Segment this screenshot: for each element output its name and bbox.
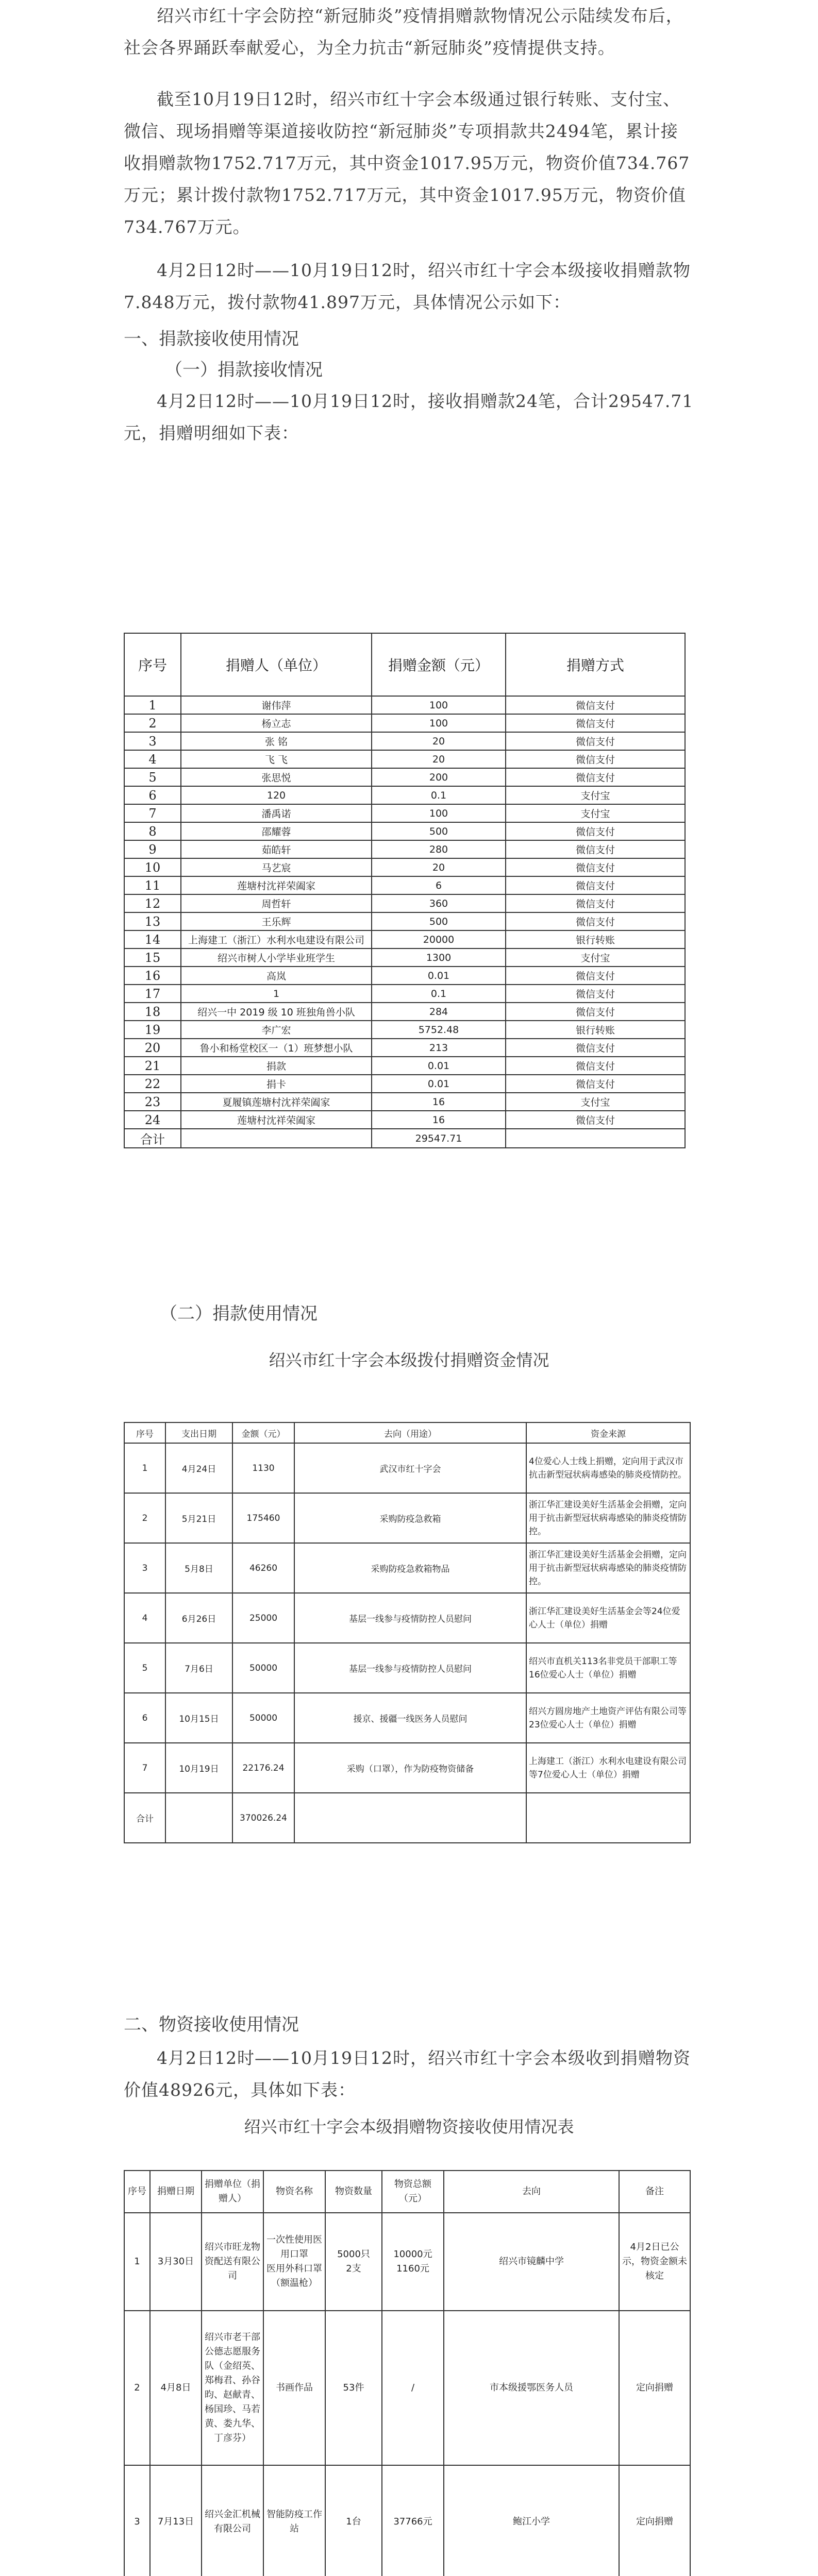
table-cell: 微信支付 (506, 876, 685, 894)
table-cell: 5月21日 (165, 1493, 232, 1543)
table-cell: 王乐辉 (181, 912, 372, 930)
table-cell: 284 (372, 1003, 506, 1021)
table-cell: 0.01 (372, 1057, 506, 1075)
table-row (124, 1543, 690, 1593)
intro-paragraph-1: 绍兴市红十字会防控“新冠肺炎”疫情捐赠款物情况公示陆续发布后，社会各界踊跃奉献爱心，为全力抗击“新冠肺炎”疫情提供支持。 (124, 6, 683, 58)
table-cell: 16 (372, 1111, 506, 1129)
table-row (124, 876, 685, 894)
table-row (124, 1643, 690, 1693)
table-cell: 53件 (325, 2311, 382, 2465)
table-cell: 采购防疫急救箱 (294, 1493, 526, 1543)
table-cell: 微信支付 (506, 858, 685, 876)
table-cell: 5月8日 (165, 1543, 232, 1593)
table-cell: 鲍江小学 (444, 2465, 619, 2576)
table-cell: 1130 (232, 1443, 294, 1493)
table-header: 去向（用途） (294, 1422, 526, 1443)
table-row (124, 786, 685, 804)
table-cell: 50000 (232, 1693, 294, 1743)
table-header: 物资数量 (325, 2171, 382, 2213)
table-header: 捐赠金额（元） (372, 633, 506, 696)
table-cell: 1300 (372, 948, 506, 967)
table-row (124, 768, 685, 786)
table-cell: 微信支付 (506, 967, 685, 985)
table-cell: 绍兴方圆房地产土地资产评估有限公司等23位爱心人士（单位）捐赠 (526, 1693, 690, 1743)
table-cell: 175460 (232, 1493, 294, 1543)
table-row (124, 1003, 685, 1021)
table-cell: 37766元 (382, 2465, 444, 2576)
table-cell: 280 (372, 840, 506, 858)
table-cell: 4 (124, 750, 181, 768)
table-header: 支出日期 (165, 1422, 232, 1443)
table-cell: 20 (372, 732, 506, 750)
table-cell: 8 (124, 822, 181, 840)
table-cell: 3 (124, 732, 181, 750)
table-cell: 微信支付 (506, 912, 685, 930)
fund-usage-table (124, 1422, 691, 1843)
table-cell: 500 (372, 912, 506, 930)
table-cell: 微信支付 (506, 1111, 685, 1129)
table-cell: 2 (124, 714, 181, 732)
table-cell: 5 (124, 1643, 165, 1693)
table-row (124, 912, 685, 930)
table-cell: 浙江华汇建设美好生活基金会捐赠，定向用于抗击新型冠状病毒感染的肺炎疫情防控。 (526, 1493, 690, 1543)
total-value: 29547.71 (372, 1129, 506, 1148)
table-cell: 莲塘村沈祥荣阖家 (181, 876, 372, 894)
table-row (124, 1093, 685, 1111)
table-header: 资金来源 (526, 1422, 690, 1443)
table-cell: 6 (124, 1693, 165, 1743)
table-cell: 0.01 (372, 967, 506, 985)
donation-receipt-table (124, 633, 686, 1148)
table-cell: 6月26日 (165, 1593, 232, 1643)
table-row (124, 732, 685, 750)
table-cell: 马艺宸 (181, 858, 372, 876)
table-header: 捐赠人（单位） (181, 633, 372, 696)
table-cell: 微信支付 (506, 768, 685, 786)
table-cell: 7 (124, 1743, 165, 1793)
table-cell: 0.01 (372, 1075, 506, 1093)
table-cell: 200 (372, 768, 506, 786)
section-1-title: 一、捐款接收使用情况 (124, 329, 299, 349)
table-header: 捐赠日期 (150, 2171, 202, 2213)
table-cell: 微信支付 (506, 840, 685, 858)
table-cell: 一次性使用医用口罩 医用外科口罩（额温枪） (263, 2213, 325, 2311)
section-1-text: 4月2日12时——10月19日12时，接收捐赠款24笔，合计29547.71元，捐赠明细如下表： (124, 391, 694, 443)
table-cell: 智能防疫工作站 (263, 2465, 325, 2576)
table-row (124, 840, 685, 858)
table-cell: 25000 (232, 1593, 294, 1643)
table-cell: 20 (372, 858, 506, 876)
table-cell: 绍兴市镜麟中学 (444, 2213, 619, 2311)
section-2-block (124, 2009, 694, 2142)
table-header: 备注 (619, 2171, 690, 2213)
table-cell: 李广宏 (181, 1021, 372, 1039)
table-cell: 绍兴市直机关113名非党员干部职工等16位爱心人士（单位）捐赠 (526, 1643, 690, 1693)
table-cell: 4月24日 (165, 1443, 232, 1493)
table-cell: 潘禹诺 (181, 804, 372, 822)
table-cell: 绍兴市树人小学毕业班学生 (181, 948, 372, 967)
table-row (124, 822, 685, 840)
table-cell: 基层一线参与疫情防控人员慰问 (294, 1593, 526, 1643)
table-header: 序号 (124, 633, 181, 696)
table-row (124, 1593, 690, 1643)
table-cell: 10000元 1160元 (382, 2213, 444, 2311)
table-row (124, 2465, 690, 2576)
section-1b-subtitle: （二）捐款使用情况 (160, 1303, 318, 1324)
table-cell: 支付宝 (506, 948, 685, 967)
table-row (124, 930, 685, 948)
table-cell: 张思悦 (181, 768, 372, 786)
table-cell: 支付宝 (506, 1093, 685, 1111)
table-cell: 5752.48 (372, 1021, 506, 1039)
table-cell: 绍兴一中 2019 级 10 班独角兽小队 (181, 1003, 372, 1021)
table-header: 捐赠单位（捐赠人） (202, 2171, 263, 2213)
table-row (124, 1743, 690, 1793)
table-cell: 19 (124, 1021, 181, 1039)
table-cell: 微信支付 (506, 1057, 685, 1075)
table-cell: 捐卡 (181, 1075, 372, 1093)
table-cell: 茹皓轩 (181, 840, 372, 858)
table-cell: 21 (124, 1057, 181, 1075)
table-row (124, 894, 685, 912)
table-cell: 120 (181, 786, 372, 804)
table-cell: 7月13日 (150, 2465, 202, 2576)
table-cell: 书画作品 (263, 2311, 325, 2465)
table-cell: 定向捐赠 (619, 2311, 690, 2465)
table-cell: 微信支付 (506, 1039, 685, 1057)
table-cell: 市本级援鄂医务人员 (444, 2311, 619, 2465)
table-cell: 100 (372, 804, 506, 822)
table-cell: 100 (372, 696, 506, 714)
table-2-title: 绍兴市红十字会本级拨付捐赠资金情况 (269, 1350, 549, 1370)
table-cell: 谢伟萍 (181, 696, 372, 714)
table-cell: 基层一线参与疫情防控人员慰问 (294, 1643, 526, 1693)
table-cell: 24 (124, 1111, 181, 1129)
table-cell: 360 (372, 894, 506, 912)
table-cell: 采购防疫急救箱物品 (294, 1543, 526, 1593)
table-cell: 17 (124, 985, 181, 1003)
section-1b-block (124, 1298, 694, 1376)
table-cell: 微信支付 (506, 1075, 685, 1093)
intro-block (124, 0, 694, 449)
table-cell: 4月2日已公示，物资金额未核定 (619, 2213, 690, 2311)
table-cell: 10月15日 (165, 1693, 232, 1743)
table-cell: 微信支付 (506, 894, 685, 912)
table-cell: 杨立志 (181, 714, 372, 732)
table-cell: 50000 (232, 1643, 294, 1693)
table-cell: 邵耀蓉 (181, 822, 372, 840)
table-cell: 20 (124, 1039, 181, 1057)
table-row (124, 2213, 690, 2311)
table-cell: 9 (124, 840, 181, 858)
table-cell: 莲塘村沈祥荣阖家 (181, 1111, 372, 1129)
table-row (124, 967, 685, 985)
table-cell: 1 (181, 985, 372, 1003)
table-row (124, 948, 685, 967)
table-row (124, 1075, 685, 1093)
table-cell: 14 (124, 930, 181, 948)
section-2-title: 二、物资接收使用情况 (124, 2014, 299, 2035)
table-cell: 武汉市红十字会 (294, 1443, 526, 1493)
table-cell: 18 (124, 1003, 181, 1021)
table-row (124, 1693, 690, 1743)
table-cell: 2 (124, 1493, 165, 1543)
table-cell: 16 (124, 967, 181, 985)
table-cell: 浙江华汇建设美好生活基金会捐赠，定向用于抗击新型冠状病毒感染的肺炎疫情防控。 (526, 1543, 690, 1593)
table-cell: 鲁小和杨堂校区一（1）班梦想小队 (181, 1039, 372, 1057)
table-cell: 20 (372, 750, 506, 768)
section-2-text: 4月2日12时——10月19日12时，绍兴市红十字会本级收到捐赠物资价值48926元，具体如下表： (124, 2048, 691, 2100)
table-header: 物资总额（元） (382, 2171, 444, 2213)
table-total-row (124, 1129, 685, 1148)
table-row (124, 1111, 685, 1129)
table-row (124, 750, 685, 768)
table-cell: 微信支付 (506, 985, 685, 1003)
table-cell: 4月8日 (150, 2311, 202, 2465)
table-cell: 1 (124, 2213, 150, 2311)
table-cell: 周哲轩 (181, 894, 372, 912)
table-total-row (124, 1793, 690, 1843)
table-header: 去向 (444, 2171, 619, 2213)
intro-paragraph-3: 4月2日12时——10月19日12时，绍兴市红十字会本级接收捐赠款物7.848万元，拨付款物41.897万元，具体情况公示如下： (124, 260, 691, 312)
table-cell: / (382, 2311, 444, 2465)
total-label: 合计 (124, 1129, 181, 1148)
table-cell: 采购（口罩），作为防疫物资储备 (294, 1743, 526, 1793)
table-cell: 22176.24 (232, 1743, 294, 1793)
table-cell: 支付宝 (506, 786, 685, 804)
table-cell: 16 (372, 1093, 506, 1111)
table-cell: 1 (124, 696, 181, 714)
table-cell: 银行转账 (506, 930, 685, 948)
total-value: 370026.24 (232, 1793, 294, 1843)
table-cell: 23 (124, 1093, 181, 1111)
table-header: 金额（元） (232, 1422, 294, 1443)
table-row (124, 2311, 690, 2465)
table-cell: 10月19日 (165, 1743, 232, 1793)
table-cell: 2 (124, 2311, 150, 2465)
table-cell: 飞 飞 (181, 750, 372, 768)
table-cell: 夏履镇莲塘村沈祥荣阖家 (181, 1093, 372, 1111)
table-header: 序号 (124, 2171, 150, 2213)
table-row (124, 714, 685, 732)
table-cell: 46260 (232, 1543, 294, 1593)
table-header: 捐赠方式 (506, 633, 685, 696)
table-cell: 支付宝 (506, 804, 685, 822)
section-1-subtitle: （一）捐款接收情况 (165, 360, 323, 380)
table-cell: 绍兴市老干部公德志愿服务队（金绍英、郑梅君、孙谷昀、赵献青、杨国珍、马若黄、娄九华、丁彦芬） (202, 2311, 263, 2465)
table-header: 序号 (124, 1422, 165, 1443)
table-row (124, 1057, 685, 1075)
table-cell: 银行转账 (506, 1021, 685, 1039)
table-cell: 6 (124, 786, 181, 804)
table-cell: 11 (124, 876, 181, 894)
table-row (124, 1021, 685, 1039)
table-cell: 20000 (372, 930, 506, 948)
table-cell: 213 (372, 1039, 506, 1057)
table-cell: 微信支付 (506, 750, 685, 768)
table-cell: 张 铭 (181, 732, 372, 750)
table-cell: 上海建工（浙江）水利水电建设有限公司等7位爱心人士（单位）捐赠 (526, 1743, 690, 1793)
table-row (124, 1443, 690, 1493)
table-cell: 定向捐赠 (619, 2465, 690, 2576)
table-cell: 绍兴金汇机械有限公司 (202, 2465, 263, 2576)
table-cell: 13 (124, 912, 181, 930)
table-cell: 4位爱心人士线上捐赠，定向用于武汉市抗击新型冠状病毒感染的肺炎疫情防控。 (526, 1443, 690, 1493)
table-cell: 微信支付 (506, 732, 685, 750)
table-cell: 捐款 (181, 1057, 372, 1075)
table-cell: 3 (124, 2465, 150, 2576)
table-cell: 0.1 (372, 786, 506, 804)
table-cell: 1台 (325, 2465, 382, 2576)
table-cell: 3 (124, 1543, 165, 1593)
total-label: 合计 (124, 1793, 165, 1843)
table-3-title: 绍兴市红十字会本级捐赠物资接收使用情况表 (244, 2117, 574, 2137)
table-cell: 7 (124, 804, 181, 822)
table-cell: 微信支付 (506, 822, 685, 840)
table-cell: 援京、援疆一线医务人员慰问 (294, 1693, 526, 1743)
table-cell: 微信支付 (506, 1003, 685, 1021)
table-row (124, 858, 685, 876)
intro-paragraph-2: 截至10月19日12时，绍兴市红十字会本级通过银行转账、支付宝、微信、现场捐赠等渠道接收防控“新冠肺炎”专项捐款共2494笔，累计接收捐赠款物1752.717万元，其中资金1017.95万元，物资价值734.767万元；累计拨付款物1752.717万元，其中资金1017.95万元，物资价值734.767万元。 (124, 89, 690, 237)
table-row (124, 696, 685, 714)
table-cell: 12 (124, 894, 181, 912)
table-cell: 0.1 (372, 985, 506, 1003)
table-cell: 1 (124, 1443, 165, 1493)
table-header: 物资名称 (263, 2171, 325, 2213)
table-cell: 3月30日 (150, 2213, 202, 2311)
material-usage-table (124, 2170, 691, 2576)
table-cell: 7月6日 (165, 1643, 232, 1693)
table-cell: 浙江华汇建设美好生活基金会等24位爱心人士（单位）捐赠 (526, 1593, 690, 1643)
table-row (124, 985, 685, 1003)
table-cell: 高岚 (181, 967, 372, 985)
table-row (124, 1493, 690, 1543)
table-cell: 500 (372, 822, 506, 840)
table-cell: 绍兴市旺龙物资配送有限公司 (202, 2213, 263, 2311)
table-cell: 5000只 2支 (325, 2213, 382, 2311)
table-cell: 6 (372, 876, 506, 894)
table-cell: 10 (124, 858, 181, 876)
table-row (124, 804, 685, 822)
table-cell: 5 (124, 768, 181, 786)
table-cell: 上海建工（浙江）水利水电建设有限公司 (181, 930, 372, 948)
table-cell: 微信支付 (506, 696, 685, 714)
table-cell: 4 (124, 1593, 165, 1643)
table-cell: 微信支付 (506, 714, 685, 732)
table-cell: 22 (124, 1075, 181, 1093)
table-cell: 15 (124, 948, 181, 967)
table-cell: 100 (372, 714, 506, 732)
table-row (124, 1039, 685, 1057)
